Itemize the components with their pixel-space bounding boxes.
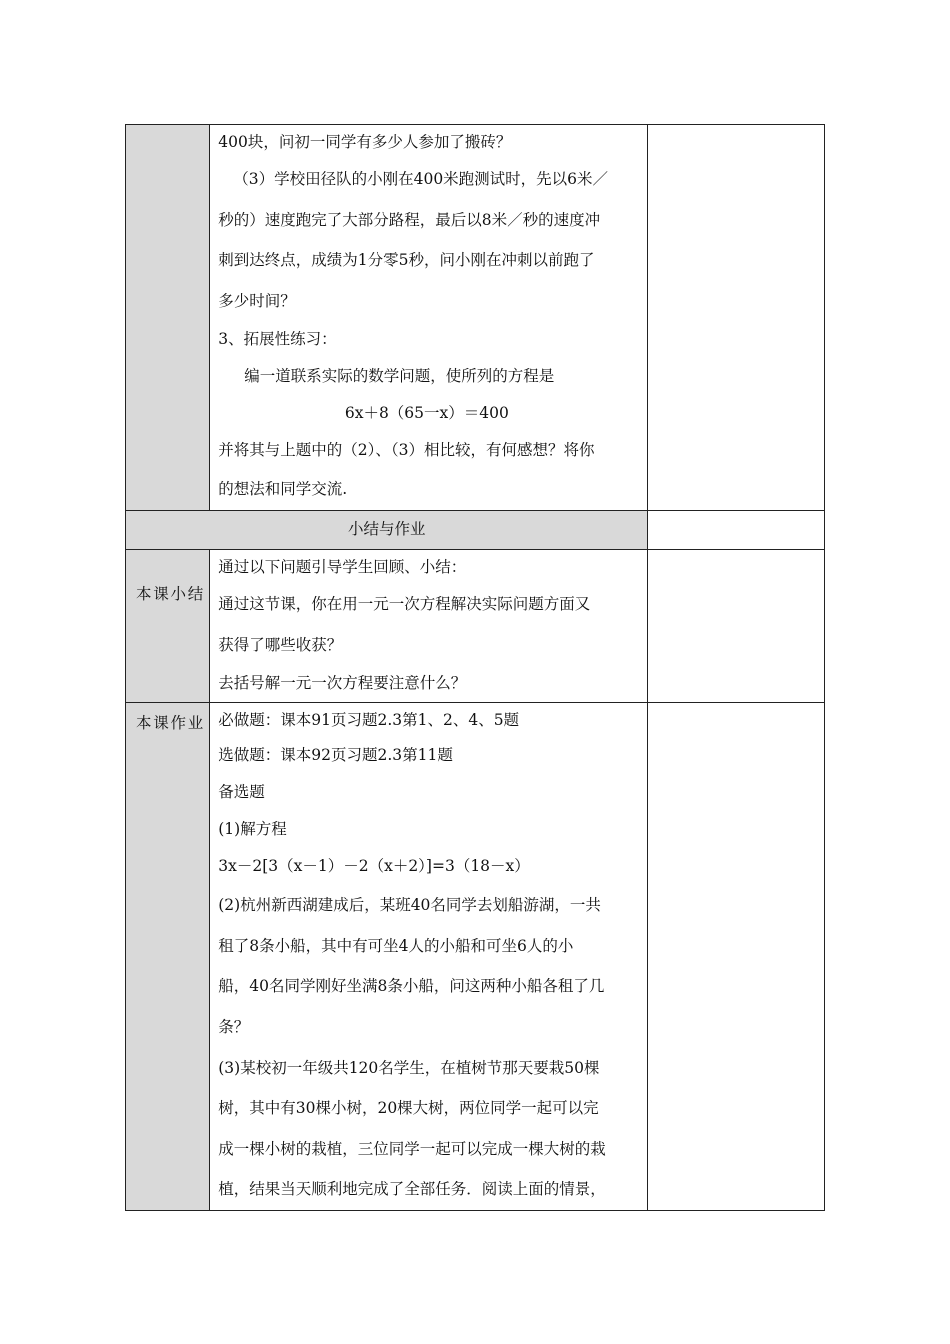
practice-line: 并将其与上题中的（2）、（3）相比较，有何感想？将你 [218,441,595,460]
homework-line: 必做题：课本91页习题2.3第1、2、4、5题 [218,711,520,730]
equation: 6x＋8（65一x）＝400 [344,404,509,423]
homework-line: (3)某校初一年级共120名学生，在植树节那天要栽50棵 [218,1058,600,1077]
homework-content-cell [210,703,648,1211]
homework-line: (2)杭州新西湖建成后，某班40名同学去划船游湖，一共 [218,896,601,915]
homework-line: 树，其中有30棵小树，20棵大树，两位同学一起可以完 [218,1099,599,1118]
notes-cell [648,549,825,702]
homework-line: 植，结果当天顺利地完成了全部任务．阅读上面的情景， [218,1180,606,1199]
homework-label: 本课作业 [136,714,204,733]
notes-cell [648,510,825,549]
summary-label: 本课小结 [136,584,204,603]
homework-line: 成一棵小树的栽植，三位同学一起可以完成一棵大树的栽 [218,1139,606,1158]
practice-line: 400块，问初一同学有多少人参加了搬砖？ [218,133,512,151]
practice-line: 的想法和同学交流. [218,480,348,499]
summary-line: 去括号解一元一次方程要注意什么？ [218,674,467,693]
homework-row [126,703,825,1211]
summary-line: 获得了哪些收获？ [218,635,343,654]
summary-line: 通过以下问题引导学生回顾、小结： [218,557,467,576]
homework-line: 船，40名同学刚好坐满8条小船，问这两种小船各租了几 [218,977,605,996]
practice-row [126,125,825,511]
summary-line: 通过这节课，你在用一元一次方程解决实际问题方面又 [218,594,591,613]
homework-line: 备选题 [218,783,265,802]
practice-line: （3）学校田径队的小刚在400米跑测试时，先以6米／ [233,170,609,188]
homework-label-cell [126,703,210,1211]
summary-label-cell [126,549,210,702]
summary-row [126,549,825,702]
lesson-plan-table [125,124,825,1211]
homework-line: 选做题：课本92页习题2.3第11题 [218,746,453,765]
section-header-row [126,510,825,549]
practice-line: 3、拓展性练习： [218,330,337,349]
notes-cell [648,703,825,1211]
homework-equation: 3x－2[3（x－1）－2（x＋2）]=3（18－x） [218,857,530,876]
homework-line: 条？ [218,1017,250,1036]
practice-content-cell [210,125,648,511]
homework-line: 租了8条小船，其中有可坐4人的小船和可坐6人的小 [218,936,574,955]
practice-label-cell [126,125,210,511]
practice-line: 刺到达终点，成绩为1分零5秒，问小刚在冲刺以前跑了 [218,251,595,270]
practice-line: 秒的）速度跑完了大部分路程，最后以8米／秒的速度冲 [218,210,601,229]
practice-line: 多少时间？ [218,291,296,310]
homework-line: (1)解方程 [218,820,287,839]
notes-cell [648,125,825,511]
section-header: 小结与作业 [126,510,648,549]
practice-line: 编一道联系实际的数学问题，使所列的方程是 [244,367,555,386]
summary-content-cell [210,549,648,702]
